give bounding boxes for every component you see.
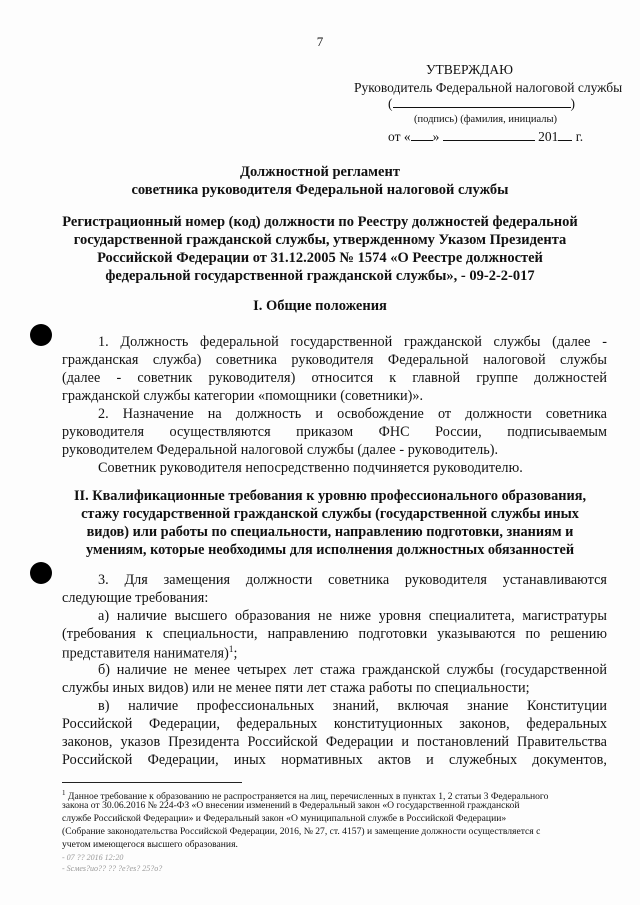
registration-line-4: федеральной государственной гражданской службы», - 09-2-2-017 bbox=[105, 268, 535, 284]
section-1-heading: I. Общие положения bbox=[253, 298, 387, 314]
para-3-line-2: следующие требования: bbox=[62, 590, 209, 606]
para-3-line-1: 3. Для замещения должности советника руководителя устанавливаются bbox=[98, 572, 607, 588]
registration-line-1: Регистрационный номер (код) должности по Реестру должностей федеральной bbox=[62, 214, 578, 230]
page-number: 7 bbox=[316, 34, 324, 49]
signature-blank bbox=[393, 97, 571, 108]
para-2-line-3: руководителем Федеральной налоговой службы (далее - руководитель). bbox=[62, 442, 499, 458]
punch-hole-marker bbox=[30, 562, 52, 584]
item-c-line-2: Российской Федерации, федеральных конституционных законов, федеральных bbox=[62, 716, 607, 732]
section-2-heading-line-3: видов) или работы по специальности, направлению подготовки, знаниям и bbox=[86, 524, 574, 540]
section-2-heading-line-1: II. Квалификационные требования к уровню профессионального образования, bbox=[73, 488, 587, 504]
para-2-line-2: руководителя осуществляются приказом ФНС России, подписываемым bbox=[62, 424, 607, 440]
registration-line-3: Российской Федерации от 31.12.2005 № 1574 «О Реестре должностей bbox=[97, 250, 543, 266]
approval-date: от « » 201 г. bbox=[388, 129, 584, 144]
date-month-blank bbox=[443, 130, 535, 141]
signature-caption: (подпись) (фамилия, инициалы) bbox=[414, 114, 558, 125]
section-2-heading-line-4: умениям, которые необходимы для исполнения должностных обязанностей bbox=[85, 542, 575, 558]
item-c-line-4: Российской Федерации, иных нормативных актов и служебных документов, bbox=[62, 752, 607, 768]
item-b-line-1: б) наличие не менее четырех лет стажа гражданской службы (государственной bbox=[98, 662, 607, 678]
footnote-line-3: службе Российской Федерации» и Федеральный закон «О муниципальной службе в Российской Федерации» bbox=[62, 813, 507, 824]
footnote-separator bbox=[62, 782, 242, 783]
section-2-heading-line-2: стажу государственной гражданской службы (государственной службы иных bbox=[81, 506, 579, 522]
item-a-line-2: (требования к специальности, направлению подготовки указываются по решению bbox=[62, 626, 607, 642]
para-subordination: Советник руководителя непосредственно подчиняется руководителю. bbox=[98, 460, 523, 476]
signature-line: ( ) bbox=[388, 96, 575, 111]
print-stamp-1: - 07 ?? 2016 12:20 bbox=[62, 853, 124, 862]
title-line-1: Должностной регламент bbox=[240, 164, 400, 180]
date-year-blank bbox=[558, 130, 572, 141]
footnote-ref[interactable]: 1 bbox=[228, 644, 234, 654]
para-1-line-4: гражданской службы категории «помощники (советники)». bbox=[62, 388, 424, 404]
date-day-blank bbox=[411, 130, 433, 141]
item-a-line-1: а) наличие высшего образования не ниже уровня специалитета, магистратуры bbox=[98, 608, 607, 624]
para-2-line-1: 2. Назначение на должность и освобождение от должности советника bbox=[98, 406, 607, 422]
approval-position: Руководитель Федеральной налоговой службы bbox=[354, 80, 623, 95]
footnote-line-5: учетом имеющегося высшего образования. bbox=[62, 839, 238, 850]
item-c-line-3: законов, указов Президента Российской Федерации и постановлений Правительства bbox=[62, 734, 607, 750]
print-stamp-2: - Ѕсмеѕ?ио?? ?? ?е?еѕ? 25?о? bbox=[62, 864, 163, 873]
para-1-line-2: гражданская служба) советника руководителя Федеральной налоговой службы bbox=[62, 352, 607, 368]
footnote-line-1: $^1$ Данное требование к образованию не распространяется на лиц, перечисленных в пунктах 1, 2 статьи 3 Федерального bbox=[62, 789, 549, 803]
footnote-line-4: (Собрание законодательства Российской Федерации, 2016, № 27, ст. 4157) и замещение должности осуществляется с bbox=[62, 826, 541, 837]
item-b-line-2: службы иных видов) или не менее пяти лет стажа работы по специальности; bbox=[62, 680, 530, 696]
para-1-line-3: (далее - советник руководителя) относится к главной группе должностей bbox=[62, 370, 607, 386]
para-1-line-1: 1. Должность федеральной государственной гражданской службы (далее - bbox=[98, 334, 607, 350]
registration-line-2: государственной гражданской службы, утвержденному Указом Президента bbox=[73, 232, 567, 248]
approval-heading: УТВЕРЖДАЮ bbox=[426, 62, 514, 77]
title-line-2: советника руководителя Федеральной налоговой службы bbox=[131, 182, 509, 198]
punch-hole-marker bbox=[30, 324, 52, 346]
item-a-line-3: представителя нанимателя)$^1$; bbox=[62, 644, 238, 662]
item-c-line-1: в) наличие профессиональных знаний, включая знание Конституции bbox=[98, 698, 607, 714]
footnote-line-2: закона от 30.06.2016 № 224-ФЗ «О внесении изменений в Федеральный закон «О государственной гражданской bbox=[62, 800, 520, 811]
